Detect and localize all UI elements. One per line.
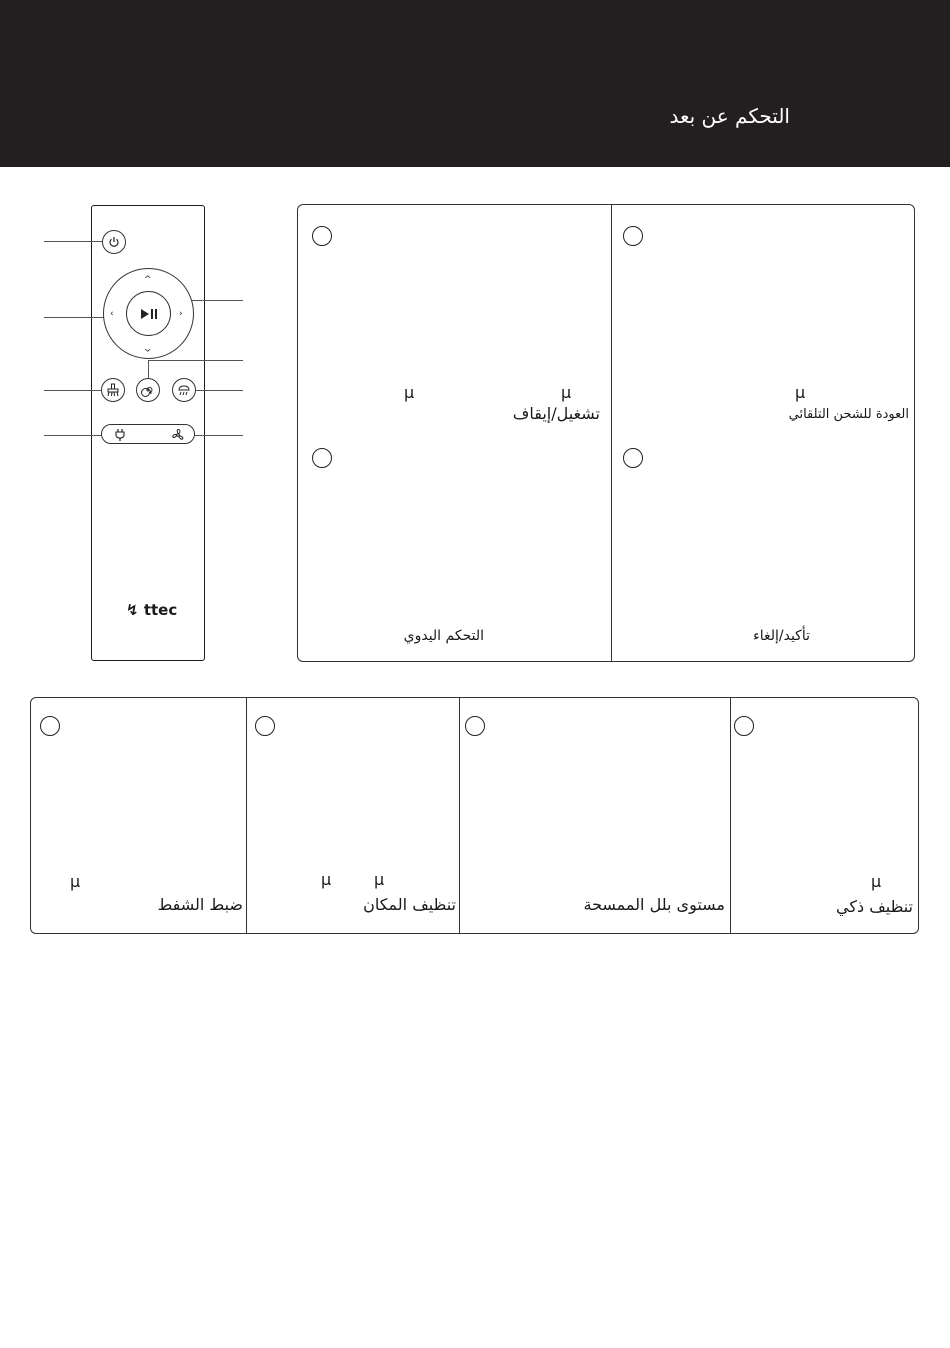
leader-line-mop <box>196 390 243 391</box>
mu-mark: µ <box>70 872 81 891</box>
play-pause-button[interactable] <box>126 291 171 336</box>
arrow-down-icon[interactable]: ^ <box>144 342 152 352</box>
bottom-panel-divider <box>459 698 460 933</box>
header-bar <box>0 0 950 167</box>
top-panel-divider <box>611 205 612 661</box>
mu-mark: µ <box>404 383 415 402</box>
power-icon <box>108 236 120 248</box>
bolt-logo-icon: ↯ <box>126 601 139 619</box>
page-title: التحكم عن بعد <box>669 104 790 128</box>
arrow-left-icon[interactable]: ‹ <box>110 309 114 319</box>
leader-line-fan <box>190 435 243 436</box>
mu-mark: µ <box>561 383 572 402</box>
fan-icon <box>171 428 185 442</box>
number-circle <box>734 716 754 736</box>
mu-mark: µ <box>795 383 806 402</box>
leader-line-suction <box>44 390 101 391</box>
arrow-up-icon[interactable]: ^ <box>144 275 152 285</box>
label-mop-wetness-level: مستوى بلل الممسحة <box>583 895 725 914</box>
number-circle <box>465 716 485 736</box>
number-circle <box>312 226 332 246</box>
number-circle <box>40 716 60 736</box>
label-manual-control: التحكم اليدوي <box>403 628 484 644</box>
mu-mark: µ <box>871 872 882 891</box>
play-pause-icon <box>140 308 158 320</box>
spot-clean-button[interactable] <box>136 378 160 402</box>
fan-button[interactable] <box>171 427 185 446</box>
leader-line-charge <box>44 435 104 436</box>
leader-line-spiral-vertical <box>148 360 149 378</box>
mu-mark: µ <box>374 870 385 889</box>
number-circle <box>623 226 643 246</box>
charge-plug-icon <box>113 428 127 442</box>
mop-water-button[interactable] <box>172 378 196 402</box>
label-spot-clean: تنظيف المكان <box>363 895 456 914</box>
suction-brush-icon <box>106 383 120 397</box>
label-suction-adjust: ضبط الشفط <box>157 895 243 914</box>
number-circle <box>623 448 643 468</box>
suction-button[interactable] <box>101 378 125 402</box>
number-circle <box>312 448 332 468</box>
power-button[interactable] <box>102 230 126 254</box>
spiral-clean-icon <box>141 383 155 397</box>
bottom-panel-divider <box>730 698 731 933</box>
label-auto-return-charge: العودة للشحن التلقائي <box>788 407 909 422</box>
number-circle <box>255 716 275 736</box>
top-function-panel <box>297 204 915 662</box>
leader-line-spiral <box>148 360 243 361</box>
leader-line-power <box>44 241 102 242</box>
mop-water-icon <box>177 383 191 397</box>
label-confirm-cancel: تأكيد/إلغاء <box>753 628 810 644</box>
label-power-on-off: تشغيل/إيقاف <box>512 404 600 423</box>
arrow-right-icon[interactable]: › <box>179 309 183 319</box>
bottom-panel-divider <box>246 698 247 933</box>
charge-button[interactable] <box>113 427 127 446</box>
brand-logo <box>126 601 177 619</box>
mu-mark: µ <box>321 870 332 889</box>
label-smart-clean: تنظيف ذكي <box>836 897 913 916</box>
brand-name: ttec <box>143 601 178 619</box>
